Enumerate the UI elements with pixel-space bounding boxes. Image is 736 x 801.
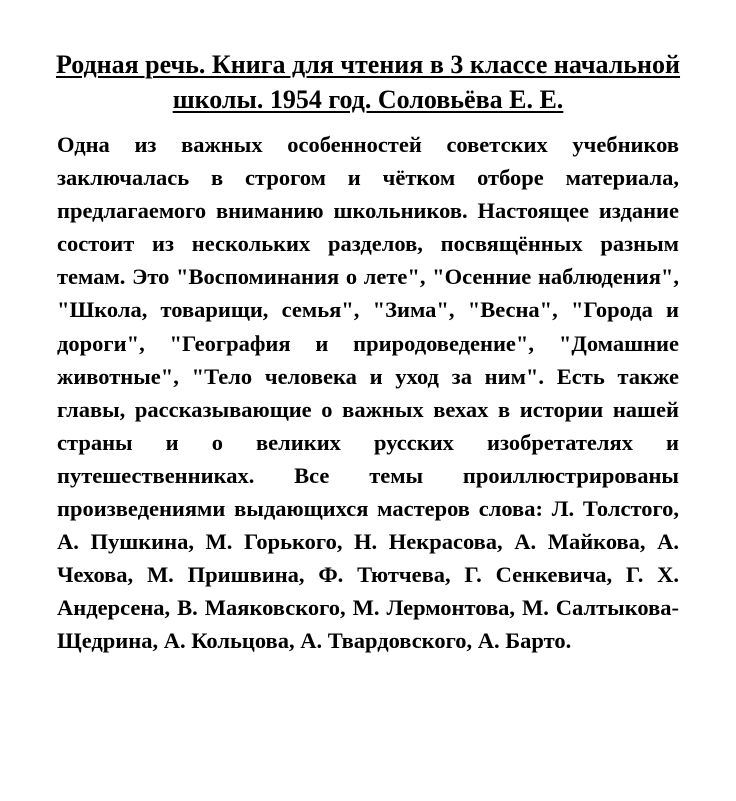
- document-body-paragraph: Одна из важных особенностей советских учебников заключалась в строгом и чётком отборе материала, предлагаемого вниманию школьников. Настоящее издание состоит из нескольких разделов, посвящённых разным темам. Это "Воспоминания о лете", "Осенние наблюдения", "Школа, товарищи, семья", "Зима", "Весна", "Города и дороги", "География и природоведение", "Домашние животные", "Тело человека и уход за ним". Есть также главы, рассказывающие о важных вехах в истории нашей страны и о великих русских изобретателях и путешественниках. Все темы проиллюстрированы произведениями выдающихся мастеров слова: Л. Толстого, А. Пушкина, М. Горького, Н. Некрасова, А. Майкова, А. Чехова, М. Пришвина, Ф. Тютчева, Г. Сенкевича, Г. Х. Андерсена, В. Маяковского, М. Лермонтова, М. Салтыкова-Щедрина, А. Кольцова, А. Твардовского, А. Барто.: [57, 132, 679, 654]
- document-title: Родная речь. Книга для чтения в 3 классе начальной школы. 1954 год. Соловьёва Е. Е.: [55, 50, 681, 114]
